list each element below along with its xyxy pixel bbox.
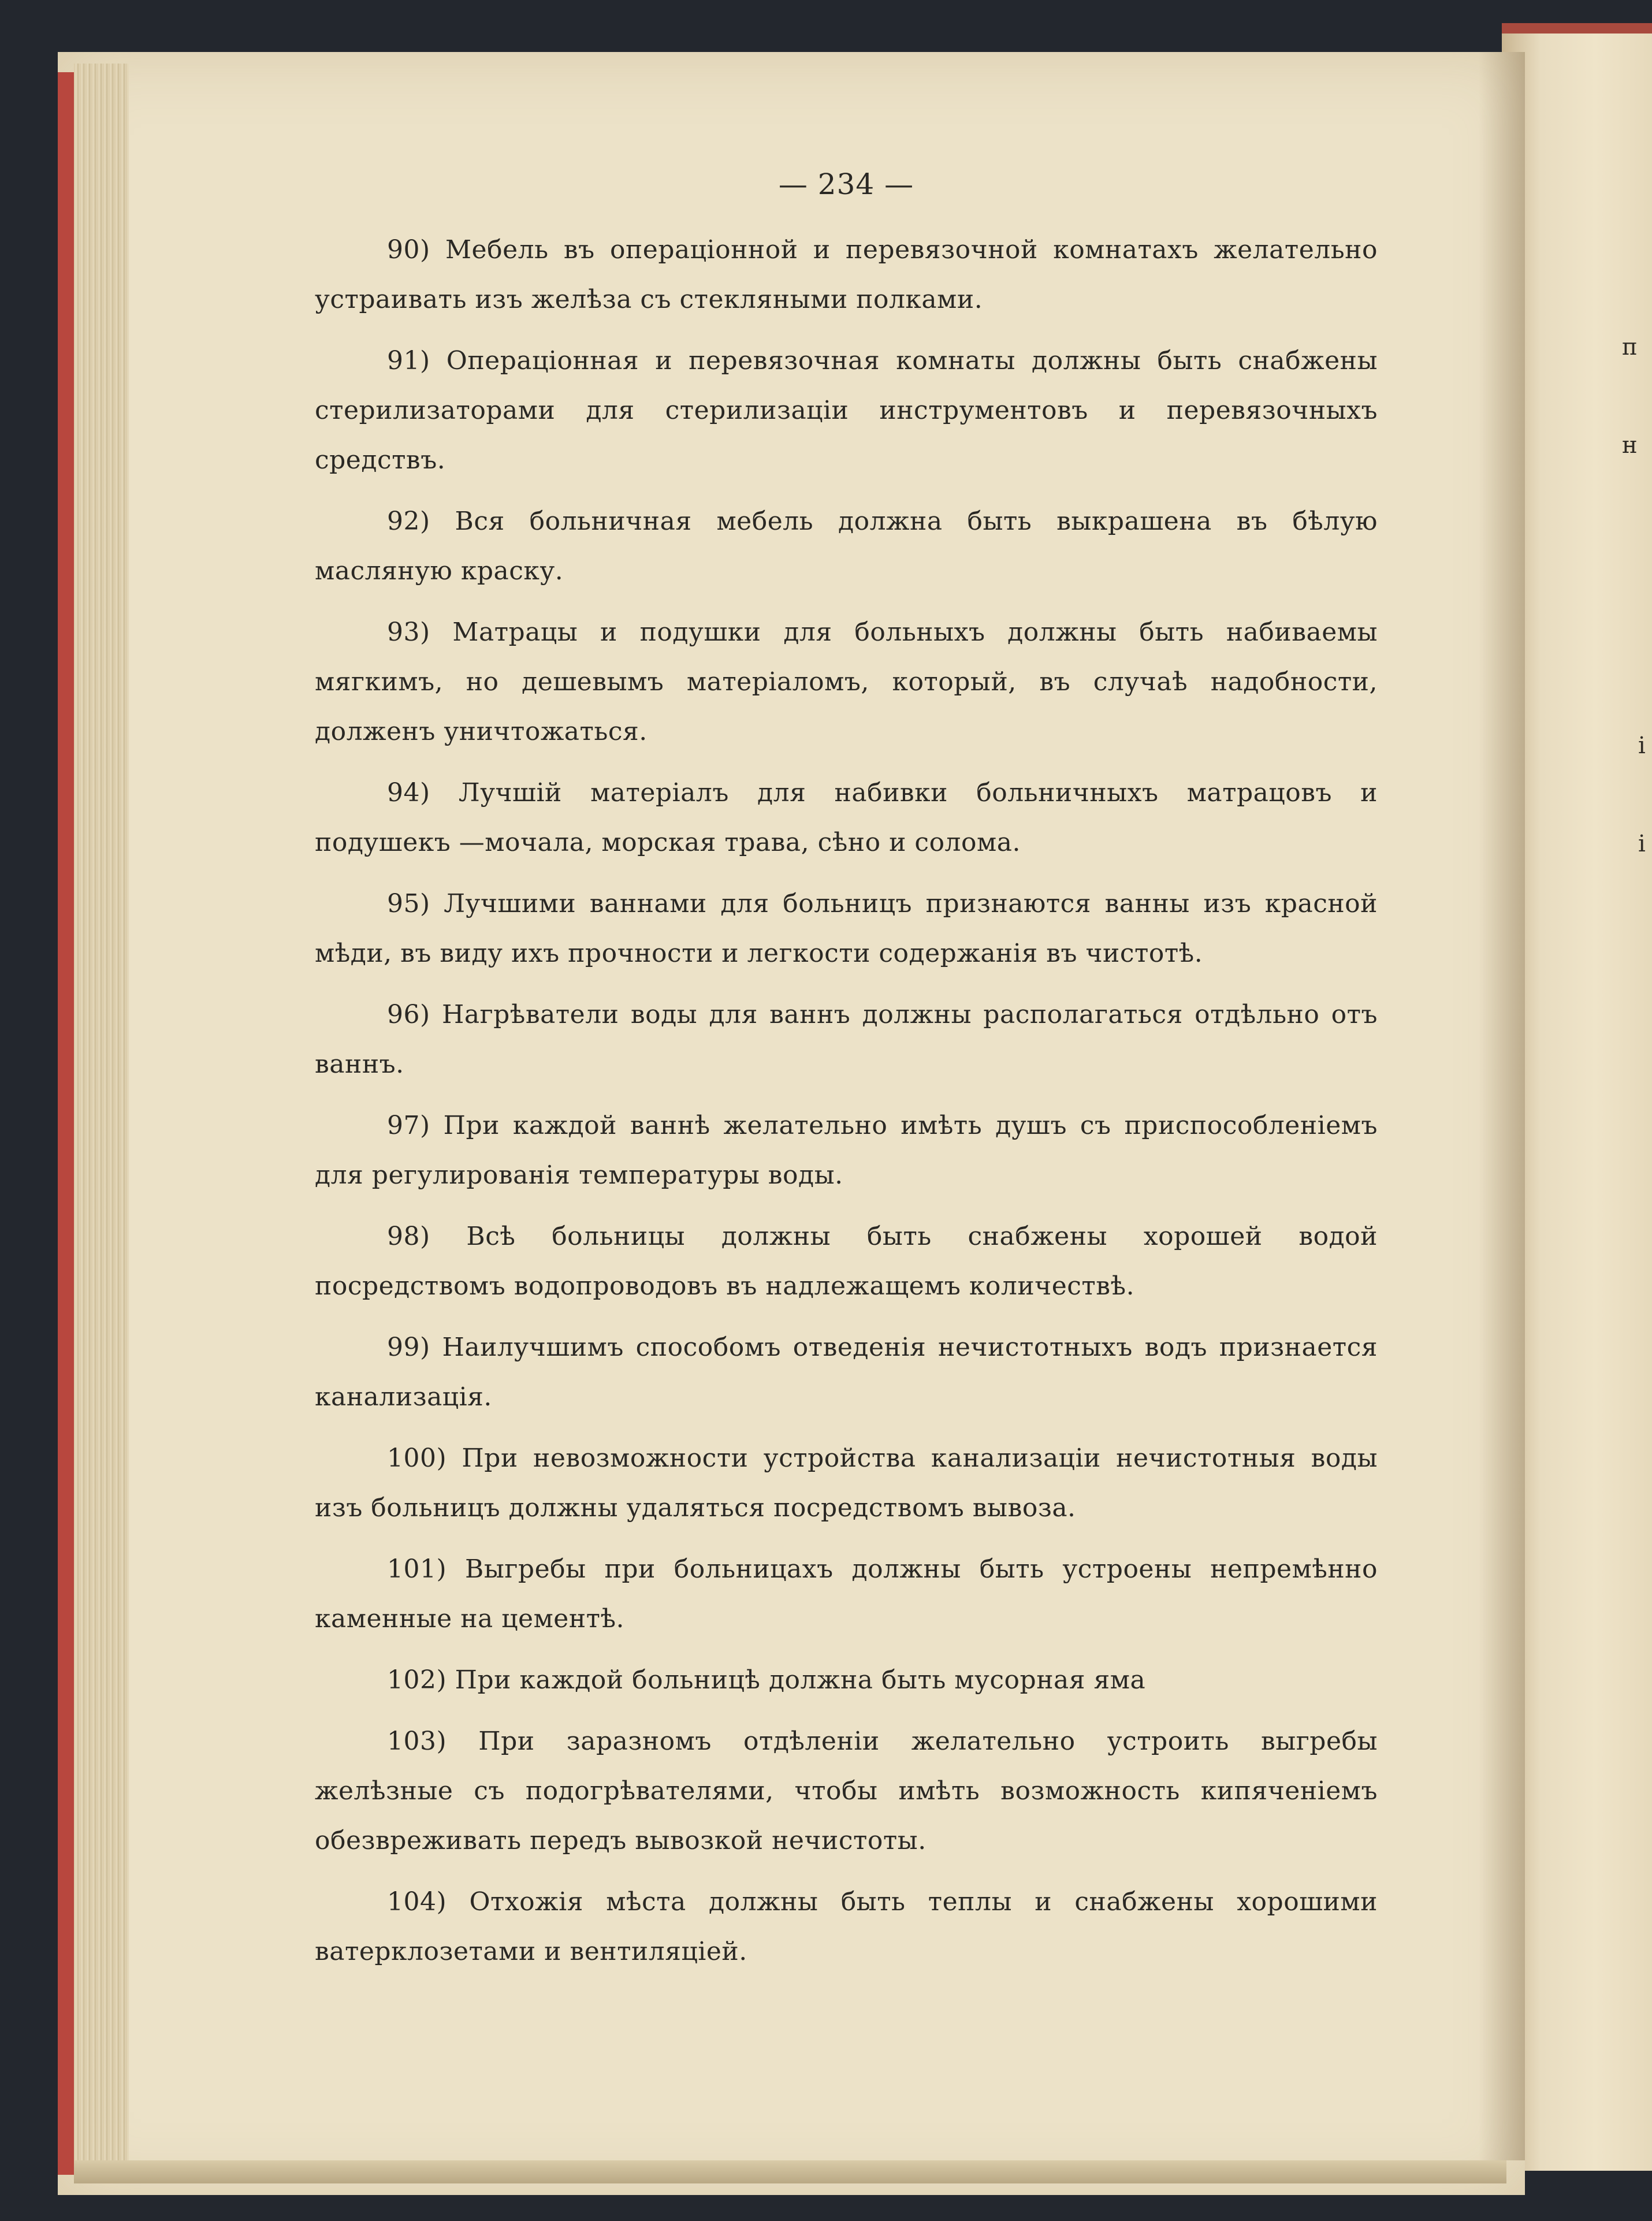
paragraph-97: 97) При каждой ваннѣ желательно имѣть душъ съ приспособленіемъ для регулированія температуры воды. [315,1111,1378,1190]
paragraph-93: 93) Матрацы и подушки для больныхъ должны быть набиваемы мягкимъ, но дешевымъ матеріаломъ, который, въ случаѣ надобности, долженъ уничтожаться. [315,617,1378,746]
facing-page-letter: н [1622,432,1638,459]
paragraph-96: 96) Нагрѣватели воды для ваннъ должны располагаться отдѣльно отъ ваннъ. [315,1000,1378,1079]
paragraph-92: 92) Вся больничная мебель должна быть выкрашена въ бѣлую масляную краску. [315,507,1378,586]
paragraph-100: 100) При невозможности устройства канализаціи нечистотныя воды изъ больницъ должны удаляться посредствомъ вывоза. [315,1444,1378,1523]
paragraph-99: 99) Наилучшимъ способомъ отведенія нечистотныхъ водъ признается канализація. [315,1333,1378,1412]
paragraph-95: 95) Лучшими ваннами для больницъ признаются ванны изъ красной мѣди, въ виду ихъ прочности и легкости содержанія въ чистотѣ. [315,889,1378,968]
paragraph-104: 104) Отхожія мѣста должны быть теплы и снабжены хорошими ватерклозетами и вентиляціей. [315,1887,1378,1966]
facing-page-letter: і [1638,732,1646,759]
facing-page-letter: і [1638,831,1646,857]
page-number: — 234 — [778,168,914,201]
paragraph-98: 98) Всѣ больницы должны быть снабжены хорошей водой посредствомъ водопроводовъ въ надлежащемъ количествѣ. [315,1222,1378,1301]
book-gutter [1479,52,1525,2160]
facing-page-letter: п [1622,334,1638,360]
paragraph-90: 90) Мебель въ операціонной и перевязочной комнатахъ желательно устраивать изъ желѣза съ стекляными полками. [315,235,1378,314]
paragraph-102: 102) При каждой больницѣ должна быть мусорная яма [387,1665,1146,1695]
book-cover-edge [58,72,74,2175]
paragraph-94: 94) Лучшій матеріалъ для набивки больничныхъ матрацовъ и подушекъ —мочала, морская трава, сѣно и солома. [315,778,1378,857]
page-text [315,168,1378,1988]
paragraph-101: 101) Выгребы при больницахъ должны быть устроены непремѣнно каменные на цементѣ. [315,1554,1378,1634]
page-stack-edge [74,64,129,2175]
paragraph-103: 103) При заразномъ отдѣленіи желательно устроить выгребы желѣзные съ подогрѣвателями, чтобы имѣть возможность кипяченіемъ обезвреживать передъ вывозкой нечистоты. [315,1727,1378,1855]
paragraph-91: 91) Операціонная и перевязочная комнаты должны быть снабжены стерилизаторами для стерилизаціи инструментовъ и перевязочныхъ средствъ. [315,346,1378,475]
page-bottom-edge [74,2160,1506,2183]
